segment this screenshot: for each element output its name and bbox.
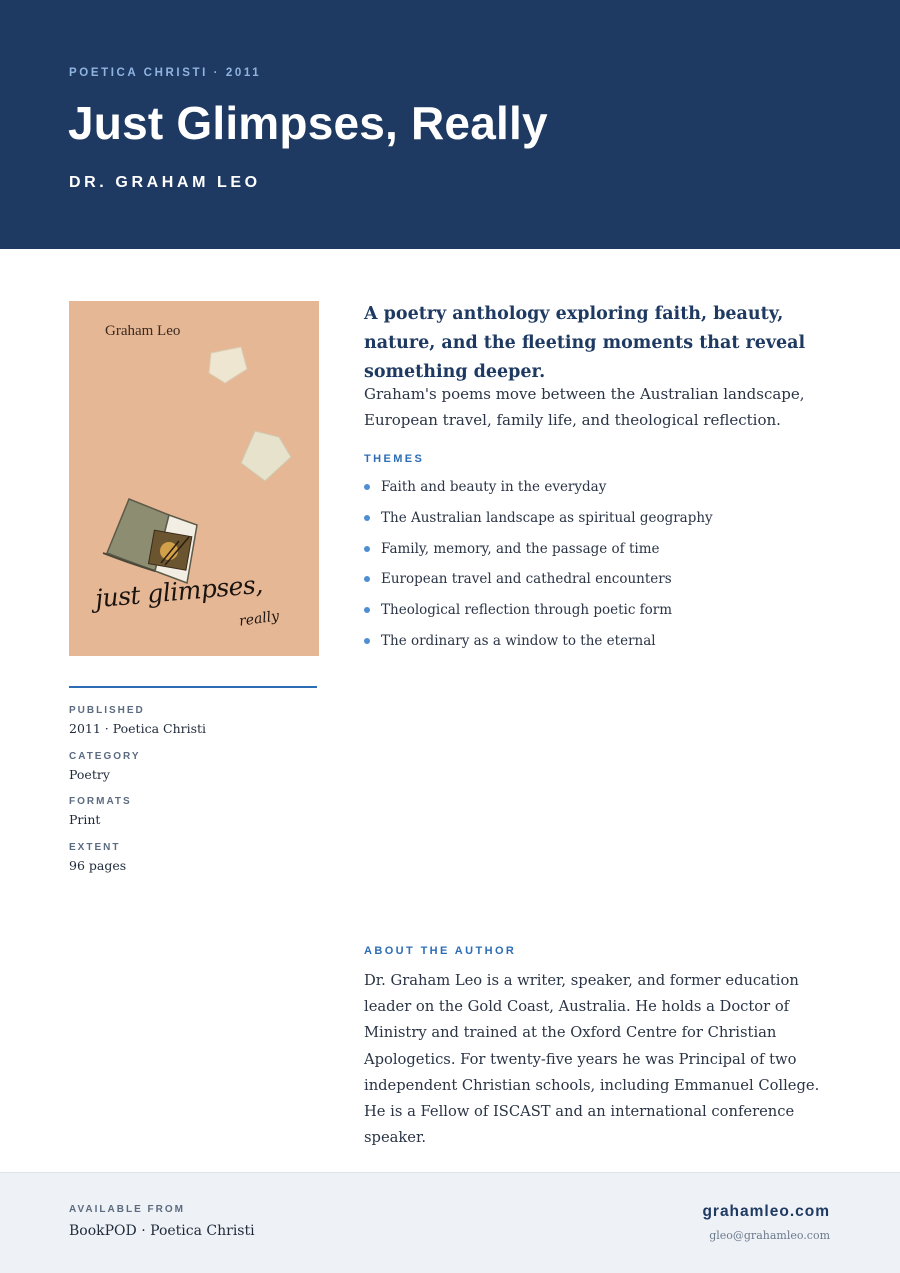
meta-divider (69, 686, 317, 688)
website-link[interactable]: grahamleo.com (702, 1203, 830, 1220)
author-name: DR. GRAHAM LEO (69, 174, 261, 191)
header-banner (0, 0, 900, 249)
themes-heading: THEMES (364, 453, 425, 465)
list-item: The ordinary as a window to the eternal (364, 630, 844, 661)
available-from-label: AVAILABLE FROM (69, 1204, 185, 1215)
available-from-value: BookPOD · Poetica Christi (69, 1223, 255, 1239)
list-item: Theological reflection through poetic form (364, 599, 844, 630)
themes-list (364, 476, 844, 661)
about-author-paragraph: Dr. Graham Leo is a writer, speaker, and former education leader on the Gold Coast, Australia. He holds a Doctor of Ministry and trained at the Oxford Centre for Christian Apologetics. For twenty-five years he was Principal of two independent Christian schools, including Emmanuel College. He is a Fellow of ISCAST and an international conference speaker. (364, 972, 820, 1147)
bullet-icon (364, 576, 370, 582)
email-link[interactable]: gleo@grahamleo.com (709, 1229, 830, 1242)
list-item: European travel and cathedral encounters (364, 568, 844, 599)
lead-description: A poetry anthology exploring faith, beauty, nature, and the fleeting moments that reveal something deeper. (364, 304, 806, 382)
bullet-icon (364, 638, 370, 644)
meta-category: CATEGORY Poetry (69, 750, 141, 782)
about-heading: ABOUT THE AUTHOR (364, 945, 517, 957)
meta-extent: EXTENT 96 pages (69, 841, 127, 873)
book-cover (69, 301, 319, 656)
intro-paragraph: Graham's poems move between the Australian landscape, European travel, family life, and theological reflection. (364, 385, 805, 429)
publisher-eyebrow: POETICA CHRISTI · 2011 (69, 67, 262, 79)
bullet-icon (364, 607, 370, 613)
book-title: Just Glimpses, Really (68, 97, 548, 149)
bullet-icon (364, 546, 370, 552)
list-item: Family, memory, and the passage of time (364, 538, 844, 569)
meta-formats: FORMATS Print (69, 796, 132, 827)
cover-script-subtitle: really (238, 608, 281, 630)
book-metadata (69, 704, 319, 886)
list-item: Faith and beauty in the everyday (364, 476, 844, 507)
bullet-icon (364, 484, 370, 490)
list-item: The Australian landscape as spiritual geography (364, 507, 844, 538)
bullet-icon (364, 515, 370, 521)
paper-fragment-icon (209, 347, 247, 383)
paper-fragment-icon (241, 431, 291, 481)
meta-published: PUBLISHED 2011 · Poetica Christi (69, 705, 207, 736)
cover-author: Graham Leo (105, 323, 181, 339)
cover-script-title: just glimpses, (94, 569, 264, 614)
footer (0, 1172, 900, 1273)
